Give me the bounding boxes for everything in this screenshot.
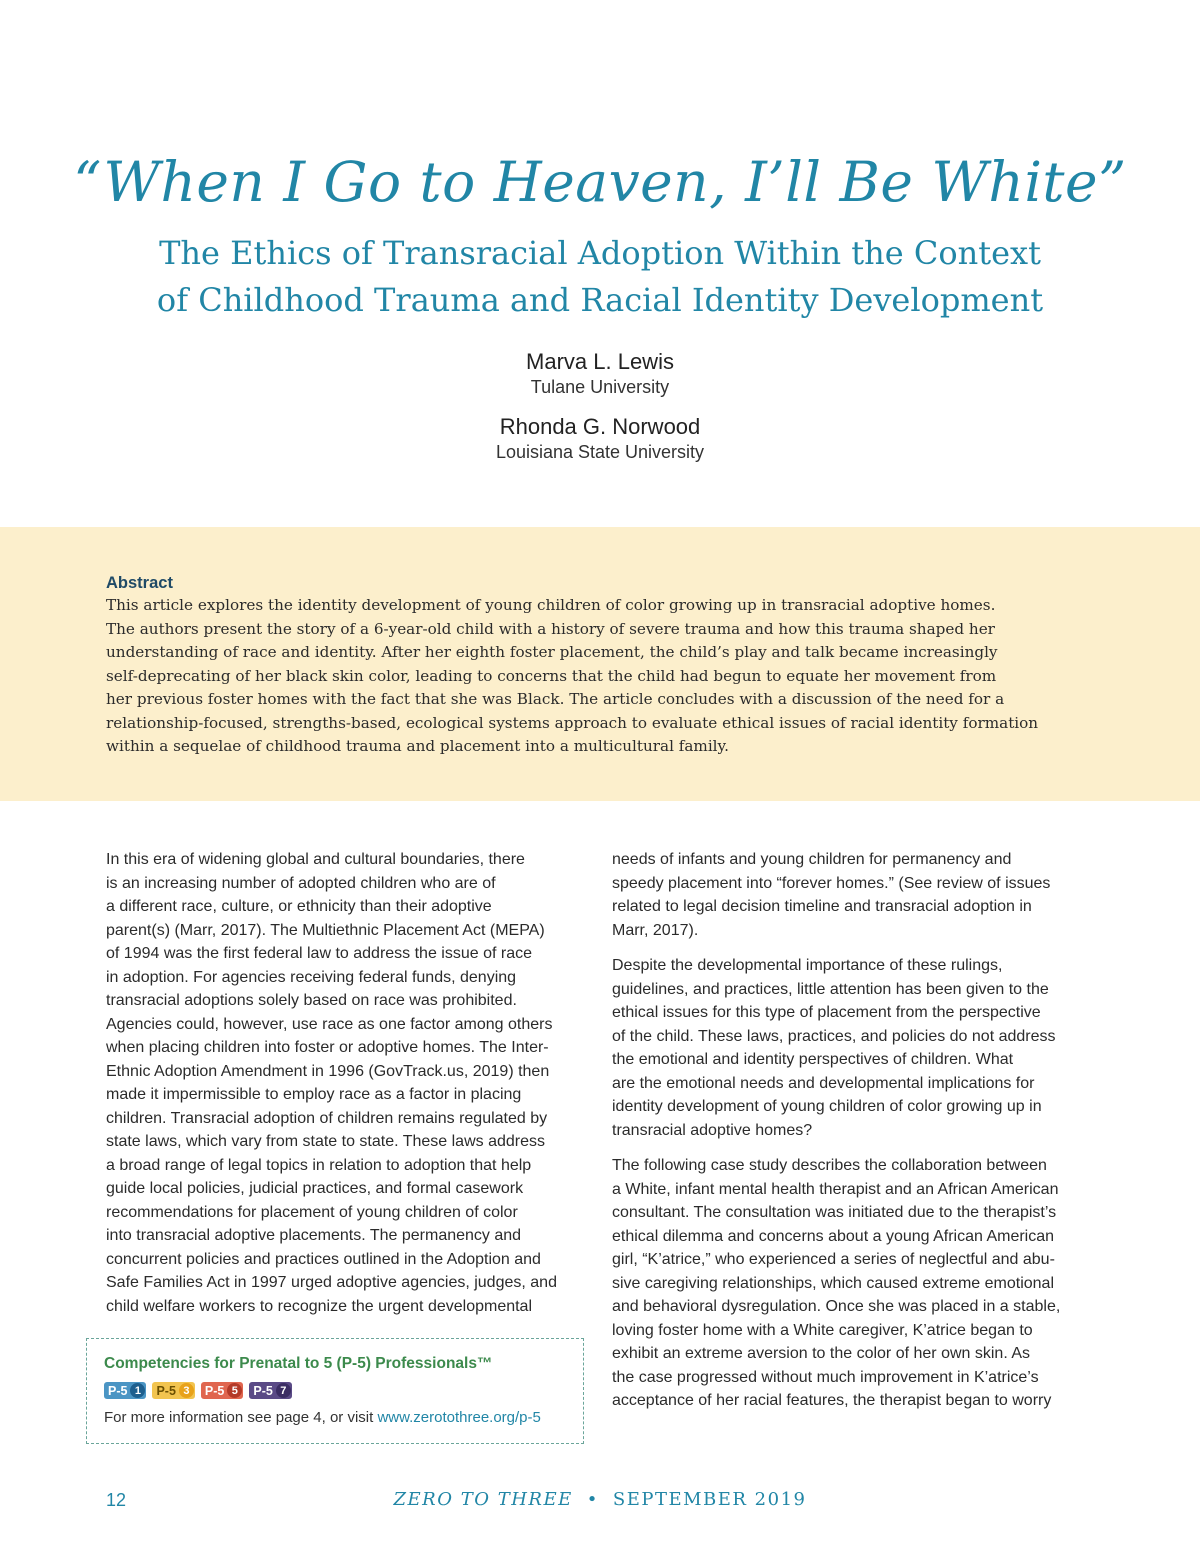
body-line: speedy placement into “forever homes.” (See review of issues <box>612 874 1051 892</box>
footer-separator: • <box>586 1489 599 1510</box>
body-paragraph <box>612 848 1098 942</box>
body-line: Despite the developmental importance of these rulings, <box>612 957 1003 974</box>
body-line: guide local policies, judicial practices, and formal casework <box>106 1180 524 1197</box>
abstract-content <box>106 572 1096 759</box>
badge-label: P-5 <box>204 1383 225 1398</box>
body-line: acceptance of her racial features, the therapist began to worry <box>612 1392 1052 1409</box>
body-paragraph <box>612 954 1098 1142</box>
body-line: identity development of young children of color growing up in <box>612 1098 1042 1115</box>
body-line: state laws, which vary from state to state. These laws address <box>106 1133 545 1150</box>
body-line: parent(s) (Marr, 2017). The Multiethnic Placement Act (MEPA) <box>106 921 545 939</box>
badge-number: 7 <box>276 1383 291 1398</box>
body-line: sive caregiving relationships, which caused extreme emotional <box>612 1274 1054 1292</box>
body-line: Safe Families Act in 1997 urged adoptive agencies, judges, and <box>106 1274 557 1291</box>
body-line: the case progressed without much improvement in K’atrice’s <box>612 1368 1039 1386</box>
body-line: The following case study describes the collaboration between <box>612 1157 1047 1174</box>
body-line: loving foster home with a White caregiver, K’atrice began to <box>612 1321 1033 1339</box>
abstract-line: understanding of race and identity. After her eighth foster placement, the child’s play and talk became increasingly <box>106 643 998 661</box>
body-line: a White, infant mental health therapist and an African American <box>612 1180 1059 1198</box>
competencies-info-text: For more information see page 4, or visit <box>104 1409 378 1426</box>
badge-label: P-5 <box>108 1383 128 1398</box>
body-line: are the emotional needs and developmental implications for <box>612 1074 1035 1092</box>
author-affiliation: Louisiana State University <box>495 442 705 462</box>
body-line: ethical issues for this type of placement from the perspective <box>612 1004 1041 1021</box>
body-line: recommendations for placement of young children of color <box>106 1203 518 1221</box>
body-line: ethical dilemma and concerns about a young African American <box>612 1227 1055 1245</box>
body-line: Ethnic Adoption Amendment in 1996 (GovTrack.us, 2019) then <box>106 1062 550 1080</box>
abstract-text <box>106 594 1096 759</box>
competency-badge <box>249 1382 291 1399</box>
author-name: Marva L. Lewis <box>526 349 674 374</box>
article-title: “When I Go to Heaven, I’ll Be White” <box>73 150 1127 214</box>
author-list <box>0 348 1200 478</box>
badge-number: 3 <box>179 1383 194 1398</box>
abstract-line: The authors present the story of a 6-year-old child with a history of severe trauma and how this trauma shaped her <box>106 619 995 638</box>
competency-badges <box>104 1382 292 1399</box>
author-affiliation: Tulane University <box>530 377 670 397</box>
body-line: children. Transracial adoption of children remains regulated by <box>106 1109 548 1127</box>
page-number: 12 <box>106 1490 127 1510</box>
author-name: Rhonda G. Norwood <box>499 414 701 439</box>
badge-label: P-5 <box>156 1383 176 1398</box>
abstract-line: her previous foster homes with the fact that she was Black. The article concludes with a discussion of the need for a <box>106 690 1005 708</box>
body-line: of 1994 was the first federal law to address the issue of race <box>106 945 533 962</box>
body-line: girl, “K’atrice,” who experienced a series of neglectful and abu- <box>612 1251 1055 1268</box>
abstract-line: This article explores the identity development of young children of color growing up in transracial adoptive homes. <box>106 596 996 614</box>
abstract-line: relationship-focused, strengths-based, ecological systems approach to evaluate ethical issues of racial identity formation <box>106 713 1039 732</box>
body-line: Marr, 2017). <box>612 921 699 939</box>
body-line: made it impermissible to employ race as a factor in placing <box>106 1086 522 1103</box>
abstract-line: self-deprecating of her black skin color, leading to concerns that the child had begun to equate her movement from <box>106 666 997 685</box>
body-line: of the child. These laws, practices, and policies do not address <box>612 1027 1056 1045</box>
body-line: related to legal decision timeline and transracial adoption in <box>612 898 1032 915</box>
competencies-info <box>104 1409 541 1426</box>
body-line: concurrent policies and practices outlined in the Adoption and <box>106 1250 541 1268</box>
body-column-right <box>612 848 1098 1425</box>
article-subtitle <box>0 230 1200 324</box>
competencies-callout <box>86 1338 584 1444</box>
body-line: the emotional and identity perspectives of children. What <box>612 1051 1014 1068</box>
body-line: into transracial adoptive placements. The permanency and <box>106 1227 522 1244</box>
body-column-left <box>106 848 590 1330</box>
body-line: consultant. The consultation was initiated due to the therapist’s <box>612 1204 1057 1221</box>
competency-badge <box>201 1382 243 1399</box>
journal-name: ZERO TO THREE <box>393 1489 573 1510</box>
body-line: when placing children into foster or adoptive homes. The Inter- <box>106 1039 549 1056</box>
body-line: and behavioral dysregulation. Once she was placed in a stable, <box>612 1298 1061 1315</box>
body-line: needs of infants and young children for permanency and <box>612 851 1012 868</box>
body-line: In this era of widening global and cultural boundaries, there <box>106 851 525 868</box>
abstract-heading: Abstract <box>106 574 173 592</box>
competencies-link[interactable]: www.zerotothree.org/p-5 <box>377 1409 541 1426</box>
subtitle-line: The Ethics of Transracial Adoption Within the Context <box>159 234 1041 272</box>
competencies-title: Competencies for Prenatal to 5 (P-5) Professionals™ <box>104 1355 493 1372</box>
competency-badge <box>104 1382 146 1399</box>
issue-date: SEPTEMBER 2019 <box>612 1489 807 1510</box>
body-line: guidelines, and practices, little attention has been given to the <box>612 980 1049 998</box>
author-block <box>0 413 1200 464</box>
body-line: is an increasing number of adopted children who are of <box>106 874 496 892</box>
body-line: in adoption. For agencies receiving federal funds, denying <box>106 968 517 986</box>
badge-number: 1 <box>130 1383 145 1398</box>
body-line: Agencies could, however, use race as one factor among others <box>106 1015 553 1033</box>
abstract-panel <box>0 527 1200 801</box>
body-line: transracial adoptions solely based on race was prohibited. <box>106 992 517 1009</box>
body-line: a broad range of legal topics in relation to adoption that help <box>106 1156 532 1174</box>
badge-label: P-5 <box>253 1383 273 1398</box>
body-paragraph <box>106 848 590 1318</box>
abstract-line: within a sequelae of childhood trauma and placement into a multicultural family. <box>106 737 729 755</box>
badge-number: 5 <box>227 1383 242 1398</box>
author-block <box>0 348 1200 399</box>
journal-footer <box>0 1489 1200 1510</box>
body-line: a different race, culture, or ethnicity than their adoptive <box>106 898 492 915</box>
body-line: transracial adoptive homes? <box>612 1121 813 1139</box>
body-line: exhibit an extreme aversion to the color of her own skin. As <box>612 1345 1030 1362</box>
competency-badge <box>152 1382 194 1399</box>
subtitle-line: of Childhood Trauma and Racial Identity Development <box>156 281 1044 319</box>
body-line: child welfare workers to recognize the urgent developmental <box>106 1297 533 1315</box>
body-paragraph <box>612 1154 1098 1413</box>
